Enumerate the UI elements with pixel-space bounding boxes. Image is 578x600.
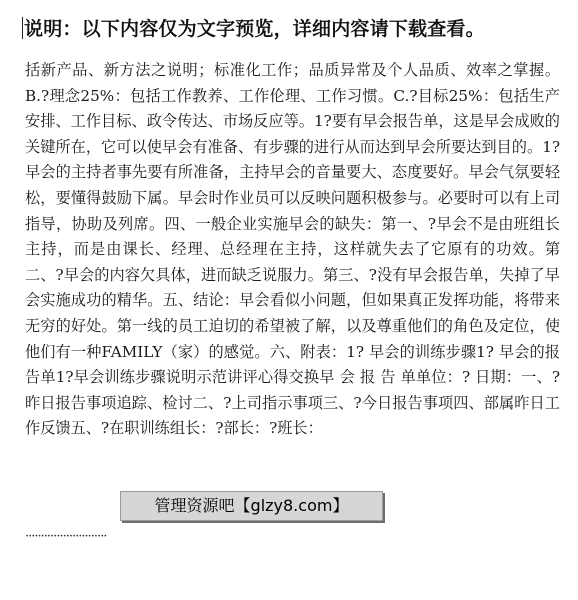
- document-body-text: 括新产品、新方法之说明；标准化工作；品质异常及个人品质、效率之掌握。B.?理念25%：包括工作教养、工作伦理、工作习惯。C.?目标25%：包括生产安排、工作目标、政令传达、市场反应等。1?要有早会报告单，这是早会成败的关键所在，它可以使早会有准备、有步骤的进行从而达到早会所要达到目的。1?早会的主持者事先要有所准备，主持早会的音量要大、态度要好。早会气氛要轻松，要懂得鼓励下属。早会时作业员可以反映问题积极参与。必要时可以有上司指导，协助及列席。四、一般企业实施早会的缺失：第一、?早会不是由班组长主持，而是由课长、经理、总经理在主持，这样就失去了它原有的功效。第二、?早会的内容欠具体，进而缺乏说服力。第三、?没有早会报告单，失掉了早会实施成功的精华。五、结论：早会看似小问题，但如果真正发挥功能，将带来无穷的好处。第一线的员工迫切的希望被了解，以及尊重他们的角色及定位，使他们有一种FAMILY（家）的感觉。六、附表：1? 早会的训练步骤1? 早会的报告单1?早会训练步骤说明示范讲评心得交换早 会 报 告 单单位：? 日期：一、?昨日报告事项追踪、检讨二、?上司指示事项三、?今日报告事项四、部属昨日工作反馈五、?在职训练组长：?部长：?班长：: [25, 61, 560, 438]
- text-cursor: [22, 17, 23, 39]
- watermark-banner: 管理资源吧【glzy8.com】: [120, 491, 383, 521]
- preview-notice-text: 说明：以下内容仅为文字预览，详细内容请下载查看。: [24, 18, 485, 40]
- preview-notice: [22, 16, 562, 42]
- continuation-dots: ··························: [25, 529, 107, 544]
